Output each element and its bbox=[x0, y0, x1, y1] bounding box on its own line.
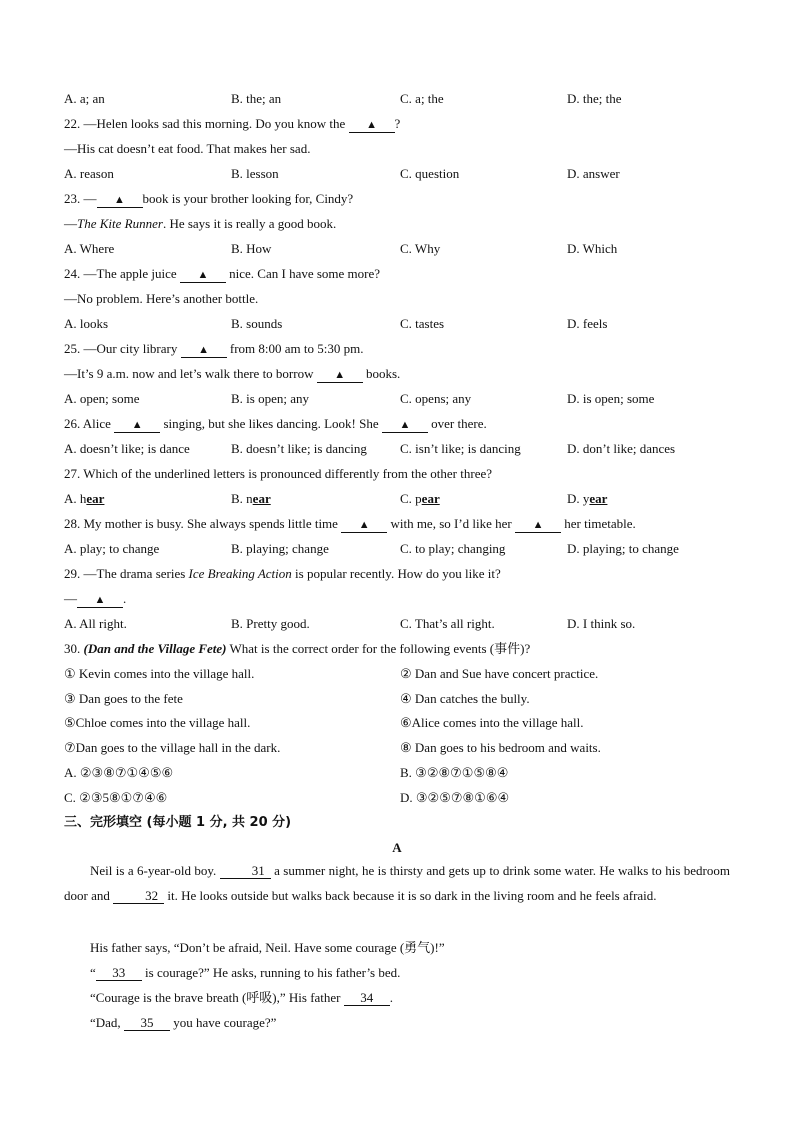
q29-stem-text: 29. —The drama series bbox=[64, 566, 189, 581]
q28-option-a[interactable]: A. play; to change bbox=[64, 541, 160, 556]
q26-stem bbox=[64, 415, 487, 433]
q24-option-b[interactable]: B. sounds bbox=[231, 316, 283, 331]
q27-option-d-underlined: ear bbox=[589, 491, 608, 506]
q21-option-d[interactable]: D. the; the bbox=[567, 91, 622, 106]
passage-line-2: His father says, “Don’t be afraid, Neil. Have some courage (勇气)!” bbox=[90, 940, 445, 955]
q26-option-c[interactable]: C. isn’t like; is dancing bbox=[400, 441, 521, 456]
q22-blank[interactable]: ▲ bbox=[349, 118, 395, 133]
q23-book-title: The Kite Runner bbox=[77, 216, 163, 231]
q22-option-d[interactable]: D. answer bbox=[567, 166, 620, 181]
q27-option-d-label: D. y bbox=[567, 491, 590, 506]
line-4-end: . bbox=[389, 990, 394, 1005]
section-3-heading: 三、完形填空 (每小题 1 分, 共 20 分) bbox=[64, 815, 292, 830]
q22-option-b[interactable]: B. lesson bbox=[231, 166, 279, 181]
q24-option-c[interactable]: C. tastes bbox=[400, 316, 445, 331]
q29-reply-dash: — bbox=[64, 591, 77, 606]
q30-event-2: ② Dan and Sue have concert practice. bbox=[400, 666, 599, 681]
q30-events-row-2 bbox=[64, 690, 744, 708]
q22-option-a[interactable]: A. reason bbox=[64, 166, 114, 181]
q25-option-b[interactable]: B. is open; any bbox=[231, 391, 309, 406]
q23-reply bbox=[64, 215, 336, 233]
passage-line-5 bbox=[90, 1014, 276, 1032]
blank-32[interactable]: 32 bbox=[113, 889, 164, 904]
q27-option-c-underlined: ear bbox=[421, 491, 440, 506]
q30-events-row-1 bbox=[64, 665, 744, 683]
q30-event-8: ⑧ Dan goes to his bedroom and waits. bbox=[400, 740, 601, 755]
q29-options bbox=[64, 615, 744, 633]
q23-options bbox=[64, 240, 744, 258]
q22-stem-text: 22. —Helen looks sad this morning. Do you know the bbox=[64, 116, 349, 131]
passage-line-3 bbox=[90, 964, 400, 982]
q29-series-title: Ice Breaking Action bbox=[188, 566, 292, 581]
q25-stem-text: 25. —Our city library bbox=[64, 341, 181, 356]
q23-number: 23. — bbox=[64, 191, 97, 206]
q24-stem-text: 24. —The apple juice bbox=[64, 266, 180, 281]
q25-option-a[interactable]: A. open; some bbox=[64, 391, 140, 406]
q23-stem bbox=[64, 190, 353, 208]
q30-number: 30. bbox=[64, 641, 84, 656]
q28-stem-text: 28. My mother is busy. She always spends little time bbox=[64, 516, 342, 531]
blank-35[interactable]: 35 bbox=[124, 1016, 170, 1031]
q21-options bbox=[64, 90, 744, 108]
q27-option-c-label: C. p bbox=[400, 491, 422, 506]
q29-option-c[interactable]: C. That’s all right. bbox=[400, 616, 495, 631]
q29-reply bbox=[64, 590, 126, 608]
q23-reply-dash: — bbox=[64, 216, 77, 231]
q30-event-4: ④ Dan catches the bully. bbox=[400, 691, 530, 706]
q23-option-b[interactable]: B. How bbox=[231, 241, 272, 256]
q23-option-d[interactable]: D. Which bbox=[567, 241, 618, 256]
q21-option-c[interactable]: C. a; the bbox=[400, 91, 444, 106]
q28-options bbox=[64, 540, 744, 558]
q29-option-a[interactable]: A. All right. bbox=[64, 616, 127, 631]
q28-stem bbox=[64, 515, 636, 533]
q22-reply: —His cat doesn’t eat food. That makes her sad. bbox=[64, 141, 311, 156]
q30-options-row-1 bbox=[64, 764, 744, 782]
q23-stem-text: book is your brother looking for, Cindy? bbox=[142, 191, 354, 206]
q29-blank[interactable]: ▲ bbox=[77, 593, 123, 608]
q27-option-d[interactable] bbox=[567, 490, 607, 508]
blank-34[interactable]: 34 bbox=[344, 991, 390, 1006]
q29-stem-end: is popular recently. How do you like it? bbox=[291, 566, 501, 581]
q25-blank-1[interactable]: ▲ bbox=[181, 343, 227, 358]
q26-stem-end: over there. bbox=[427, 416, 487, 431]
q27-stem: 27. Which of the underlined letters is pronounced differently from the other three? bbox=[64, 466, 493, 481]
line-5-text: “Dad, bbox=[90, 1015, 124, 1030]
q29-option-d[interactable]: D. I think so. bbox=[567, 616, 636, 631]
q25-reply-end: books. bbox=[362, 366, 401, 381]
q22-stem bbox=[64, 115, 400, 133]
q26-option-b[interactable]: B. doesn’t like; is dancing bbox=[231, 441, 367, 456]
q27-option-b-underlined: ear bbox=[252, 491, 271, 506]
q24-option-a[interactable]: A. looks bbox=[64, 316, 109, 331]
passage-label: A bbox=[392, 840, 402, 855]
q25-blank-2[interactable]: ▲ bbox=[317, 368, 363, 383]
q30-stem bbox=[64, 640, 530, 658]
q27-option-a-label: A. h bbox=[64, 491, 87, 506]
q30-stem-text: What is the correct order for the following events (事件)? bbox=[226, 641, 531, 656]
q30-event-7: ⑦Dan goes to the village hall in the dark. bbox=[64, 740, 281, 755]
q26-blank-1[interactable]: ▲ bbox=[114, 418, 160, 433]
q28-option-c[interactable]: C. to play; changing bbox=[400, 541, 506, 556]
q27-option-a-underlined: ear bbox=[86, 491, 105, 506]
q25-stem-end: from 8:00 am to 5:30 pm. bbox=[226, 341, 364, 356]
q28-option-d[interactable]: D. playing; to change bbox=[567, 541, 679, 556]
q23-blank[interactable]: ▲ bbox=[97, 193, 143, 208]
q30-story-title: (Dan and the Village Fete) bbox=[83, 641, 227, 656]
q23-option-c[interactable]: C. Why bbox=[400, 241, 441, 256]
q29-reply-end: . bbox=[123, 591, 127, 606]
q24-stem-end: nice. Can I have some more? bbox=[225, 266, 381, 281]
blank-31[interactable]: 31 bbox=[220, 864, 271, 879]
q24-option-d[interactable]: D. feels bbox=[567, 316, 608, 331]
q24-blank[interactable]: ▲ bbox=[180, 268, 226, 283]
q25-options bbox=[64, 390, 744, 408]
blank-33[interactable]: 33 bbox=[96, 966, 142, 981]
q21-option-b[interactable]: B. the; an bbox=[231, 91, 282, 106]
passage-paragraph-1 bbox=[64, 858, 730, 908]
q30-option-b[interactable]: B. ③②⑧⑦①⑤⑧④ bbox=[400, 765, 509, 780]
q27-options bbox=[64, 490, 744, 508]
q25-stem bbox=[64, 340, 363, 358]
line-4-text: “Courage is the brave breath (呼吸),” His father bbox=[90, 990, 344, 1005]
q28-option-b[interactable]: B. playing; change bbox=[231, 541, 329, 556]
q28-stem-end: her timetable. bbox=[561, 516, 636, 531]
q30-events-row-4 bbox=[64, 739, 744, 757]
q21-option-a[interactable]: A. a; an bbox=[64, 91, 105, 106]
q26-stem-mid: singing, but she likes dancing. Look! She bbox=[160, 416, 382, 431]
paragraph-1-end: it. He looks outside but walks back because it is so dark in the living room and he feels afraid. bbox=[164, 888, 657, 903]
q23-reply-text: . He says it is really a good book. bbox=[162, 216, 337, 231]
passage-line-4 bbox=[90, 989, 393, 1007]
q30-event-3: ③ Dan goes to the fete bbox=[64, 691, 183, 706]
q25-option-d[interactable]: D. is open; some bbox=[567, 391, 655, 406]
q25-reply-text: —It’s 9 a.m. now and let’s walk there to borrow bbox=[64, 366, 317, 381]
q28-blank-2[interactable]: ▲ bbox=[515, 518, 561, 533]
q28-stem-mid: with me, so I’d like her bbox=[387, 516, 516, 531]
line-3-open-quote: “ bbox=[90, 965, 96, 980]
q24-stem bbox=[64, 265, 380, 283]
paragraph-1-middle: a summer night, he is thirsty and gets up to drink some water. He walks to his bedroom door and bbox=[64, 863, 730, 903]
q27-option-b-label: B. n bbox=[231, 491, 253, 506]
q29-option-b[interactable]: B. Pretty good. bbox=[231, 616, 310, 631]
q27-option-c[interactable] bbox=[400, 490, 440, 508]
q24-reply: —No problem. Here’s another bottle. bbox=[64, 291, 259, 306]
q29-stem bbox=[64, 565, 501, 583]
line-3-text: is courage?” He asks, running to his father’s bed. bbox=[141, 965, 401, 980]
q25-reply bbox=[64, 365, 400, 383]
q26-blank-2[interactable]: ▲ bbox=[382, 418, 428, 433]
line-5-end: you have courage?” bbox=[169, 1015, 277, 1030]
q30-event-1: ① Kevin comes into the village hall. bbox=[64, 666, 255, 681]
q22-options bbox=[64, 165, 744, 183]
q26-stem-text: 26. Alice bbox=[64, 416, 115, 431]
paragraph-1-start: Neil is a 6-year-old boy. bbox=[90, 863, 220, 878]
q30-option-a[interactable]: A. ②③⑧⑦①④⑤⑥ bbox=[64, 765, 174, 780]
q30-option-d[interactable]: D. ③②⑤⑦⑧①⑥④ bbox=[400, 790, 510, 805]
q30-events-row-3 bbox=[64, 714, 744, 732]
q30-event-6: ⑥Alice comes into the village hall. bbox=[400, 715, 584, 730]
q26-option-d[interactable]: D. don’t like; dances bbox=[567, 441, 676, 456]
q30-event-5: ⑤Chloe comes into the village hall. bbox=[64, 715, 251, 730]
q25-option-c[interactable]: C. opens; any bbox=[400, 391, 472, 406]
q30-options-row-2 bbox=[64, 789, 744, 807]
q26-option-a[interactable]: A. doesn’t like; is dance bbox=[64, 441, 190, 456]
q30-option-c[interactable]: C. ②③5⑧①⑦④⑥ bbox=[64, 790, 168, 805]
q27-option-a[interactable] bbox=[64, 490, 104, 508]
q22-option-c[interactable]: C. question bbox=[400, 166, 460, 181]
q28-blank-1[interactable]: ▲ bbox=[341, 518, 387, 533]
q22-stem-end: ? bbox=[394, 116, 401, 131]
q24-options bbox=[64, 315, 744, 333]
q23-option-a[interactable]: A. Where bbox=[64, 241, 115, 256]
q26-options bbox=[64, 440, 744, 458]
q27-option-b[interactable] bbox=[231, 490, 271, 508]
